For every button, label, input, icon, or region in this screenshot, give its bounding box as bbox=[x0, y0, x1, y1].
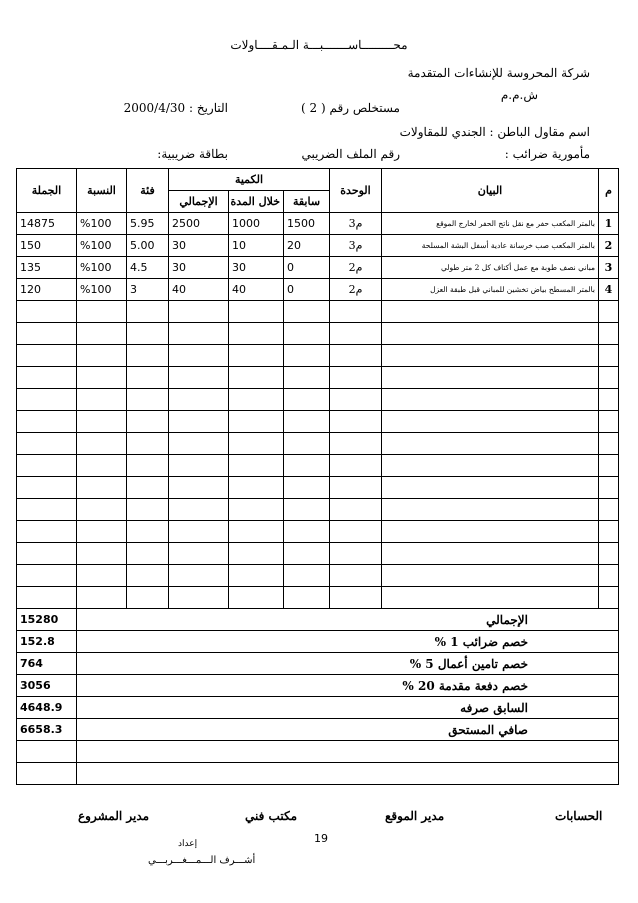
item-description: بالمتر المسطح بياض تخشين للمباني قبل طبقة العزل bbox=[382, 279, 599, 301]
amount: 14875 bbox=[17, 213, 77, 235]
summary-row bbox=[17, 631, 619, 653]
summary-label: الإجمالي bbox=[77, 609, 619, 631]
row-number: 4 bbox=[599, 279, 619, 301]
empty-row bbox=[17, 565, 619, 587]
summary-label: خصم ضرائب 1 % bbox=[77, 631, 619, 653]
summary-row bbox=[17, 609, 619, 631]
company-type: ش.م.م bbox=[500, 88, 538, 102]
tax-card: بطاقة ضريبية: bbox=[157, 147, 228, 161]
qty-total: 30 bbox=[169, 257, 229, 279]
percent: %100 bbox=[77, 279, 127, 301]
qty-period: 30 bbox=[229, 257, 284, 279]
statement-table bbox=[16, 168, 619, 785]
percent: %100 bbox=[77, 257, 127, 279]
statement-number: مستخلص رقم ( 2 ) bbox=[301, 101, 400, 115]
unit: م2 bbox=[330, 257, 382, 279]
qty-period: 10 bbox=[229, 235, 284, 257]
company-name: شركة المحروسة للإنشاءات المتقدمة bbox=[407, 66, 590, 80]
summary-row bbox=[17, 653, 619, 675]
signature-site-manager: مدير الموقع bbox=[385, 809, 445, 823]
percent: %100 bbox=[77, 235, 127, 257]
table-row bbox=[17, 235, 619, 257]
unit: م3 bbox=[330, 213, 382, 235]
amount: 120 bbox=[17, 279, 77, 301]
summary-value: 6658.3 bbox=[17, 719, 77, 741]
tax-office: مأمورية ضرائب : bbox=[504, 147, 590, 161]
unit-rate: 3 bbox=[127, 279, 169, 301]
col-header-qty: الكمية bbox=[169, 169, 330, 191]
amount: 135 bbox=[17, 257, 77, 279]
unit: م3 bbox=[330, 235, 382, 257]
row-number: 3 bbox=[599, 257, 619, 279]
subcontractor-name: اسم مقاول الباطن : الجندي للمقاولات bbox=[399, 125, 590, 139]
empty-row bbox=[17, 323, 619, 345]
qty-previous: 1500 bbox=[284, 213, 330, 235]
col-header-pct: النسبة bbox=[77, 169, 127, 213]
page-number: 19 bbox=[314, 832, 328, 845]
tax-file-number: رقم الملف الضريبي bbox=[301, 147, 400, 161]
empty-row bbox=[17, 345, 619, 367]
prepared-by-label: إعداد bbox=[178, 839, 198, 849]
summary-label: خصم تامين أعمال 5 % bbox=[77, 653, 619, 675]
empty-row bbox=[17, 433, 619, 455]
col-header-period: خلال المدة bbox=[229, 191, 284, 213]
summary-value: 152.8 bbox=[17, 631, 77, 653]
summary-label: السابق صرفه bbox=[77, 697, 619, 719]
empty-row bbox=[17, 389, 619, 411]
qty-previous: 0 bbox=[284, 279, 330, 301]
empty-row bbox=[17, 521, 619, 543]
col-header-desc: البيان bbox=[382, 169, 599, 213]
item-description: بالمتر المكعب حفر مع نقل ناتج الحفر لخارج الموقع bbox=[382, 213, 599, 235]
percent: %100 bbox=[77, 213, 127, 235]
empty-row bbox=[17, 367, 619, 389]
summary-value: 15280 bbox=[17, 609, 77, 631]
author-name: أشـــرف الـــمـــغـــربـــي bbox=[148, 855, 256, 866]
empty-row bbox=[17, 301, 619, 323]
unit-rate: 5.00 bbox=[127, 235, 169, 257]
col-header-m: م bbox=[599, 169, 619, 213]
table-row bbox=[17, 279, 619, 301]
signature-tech-office: مكتب فني bbox=[245, 809, 297, 823]
qty-previous: 0 bbox=[284, 257, 330, 279]
item-description: مباني نصف طوبة مع عمل أكتاف كل 2 متر طولي bbox=[382, 257, 599, 279]
summary-label: خصم دفعة مقدمة 20 % bbox=[77, 675, 619, 697]
qty-previous: 20 bbox=[284, 235, 330, 257]
col-header-unit: الوحدة bbox=[330, 169, 382, 213]
unit-rate: 4.5 bbox=[127, 257, 169, 279]
summary-value: 764 bbox=[17, 653, 77, 675]
statement-date: التاريخ : 2000/4/30 bbox=[123, 101, 228, 115]
empty-row bbox=[17, 455, 619, 477]
item-description: بالمتر المكعب صب خرسانة عادية أسفل البشة المسلحة bbox=[382, 235, 599, 257]
empty-row bbox=[17, 411, 619, 433]
qty-total: 2500 bbox=[169, 213, 229, 235]
summary-value: 3056 bbox=[17, 675, 77, 697]
document-title: محـــــــــاســـــــبـــة الـمـقــــاولات bbox=[230, 38, 408, 52]
col-header-prev: سابقة bbox=[284, 191, 330, 213]
summary-row bbox=[17, 719, 619, 741]
empty-row bbox=[17, 587, 619, 609]
summary-label: صافي المستحق bbox=[77, 719, 619, 741]
summary-value: 4648.9 bbox=[17, 697, 77, 719]
summary-row bbox=[17, 697, 619, 719]
empty-row bbox=[17, 477, 619, 499]
empty-row bbox=[17, 543, 619, 565]
table-row bbox=[17, 257, 619, 279]
summary-row bbox=[17, 675, 619, 697]
unit-rate: 5.95 bbox=[127, 213, 169, 235]
amount: 150 bbox=[17, 235, 77, 257]
qty-period: 40 bbox=[229, 279, 284, 301]
row-number: 1 bbox=[599, 213, 619, 235]
signature-accounts: الحسابات bbox=[555, 809, 603, 823]
table-row bbox=[17, 213, 619, 235]
qty-total: 30 bbox=[169, 235, 229, 257]
col-header-cat: فئة bbox=[127, 169, 169, 213]
qty-period: 1000 bbox=[229, 213, 284, 235]
col-header-total: الإجمالي bbox=[169, 191, 229, 213]
empty-row bbox=[17, 499, 619, 521]
unit: م2 bbox=[330, 279, 382, 301]
row-number: 2 bbox=[599, 235, 619, 257]
col-header-amount: الجملة bbox=[17, 169, 77, 213]
signature-project-manager: مدير المشروع bbox=[78, 809, 150, 823]
qty-total: 40 bbox=[169, 279, 229, 301]
